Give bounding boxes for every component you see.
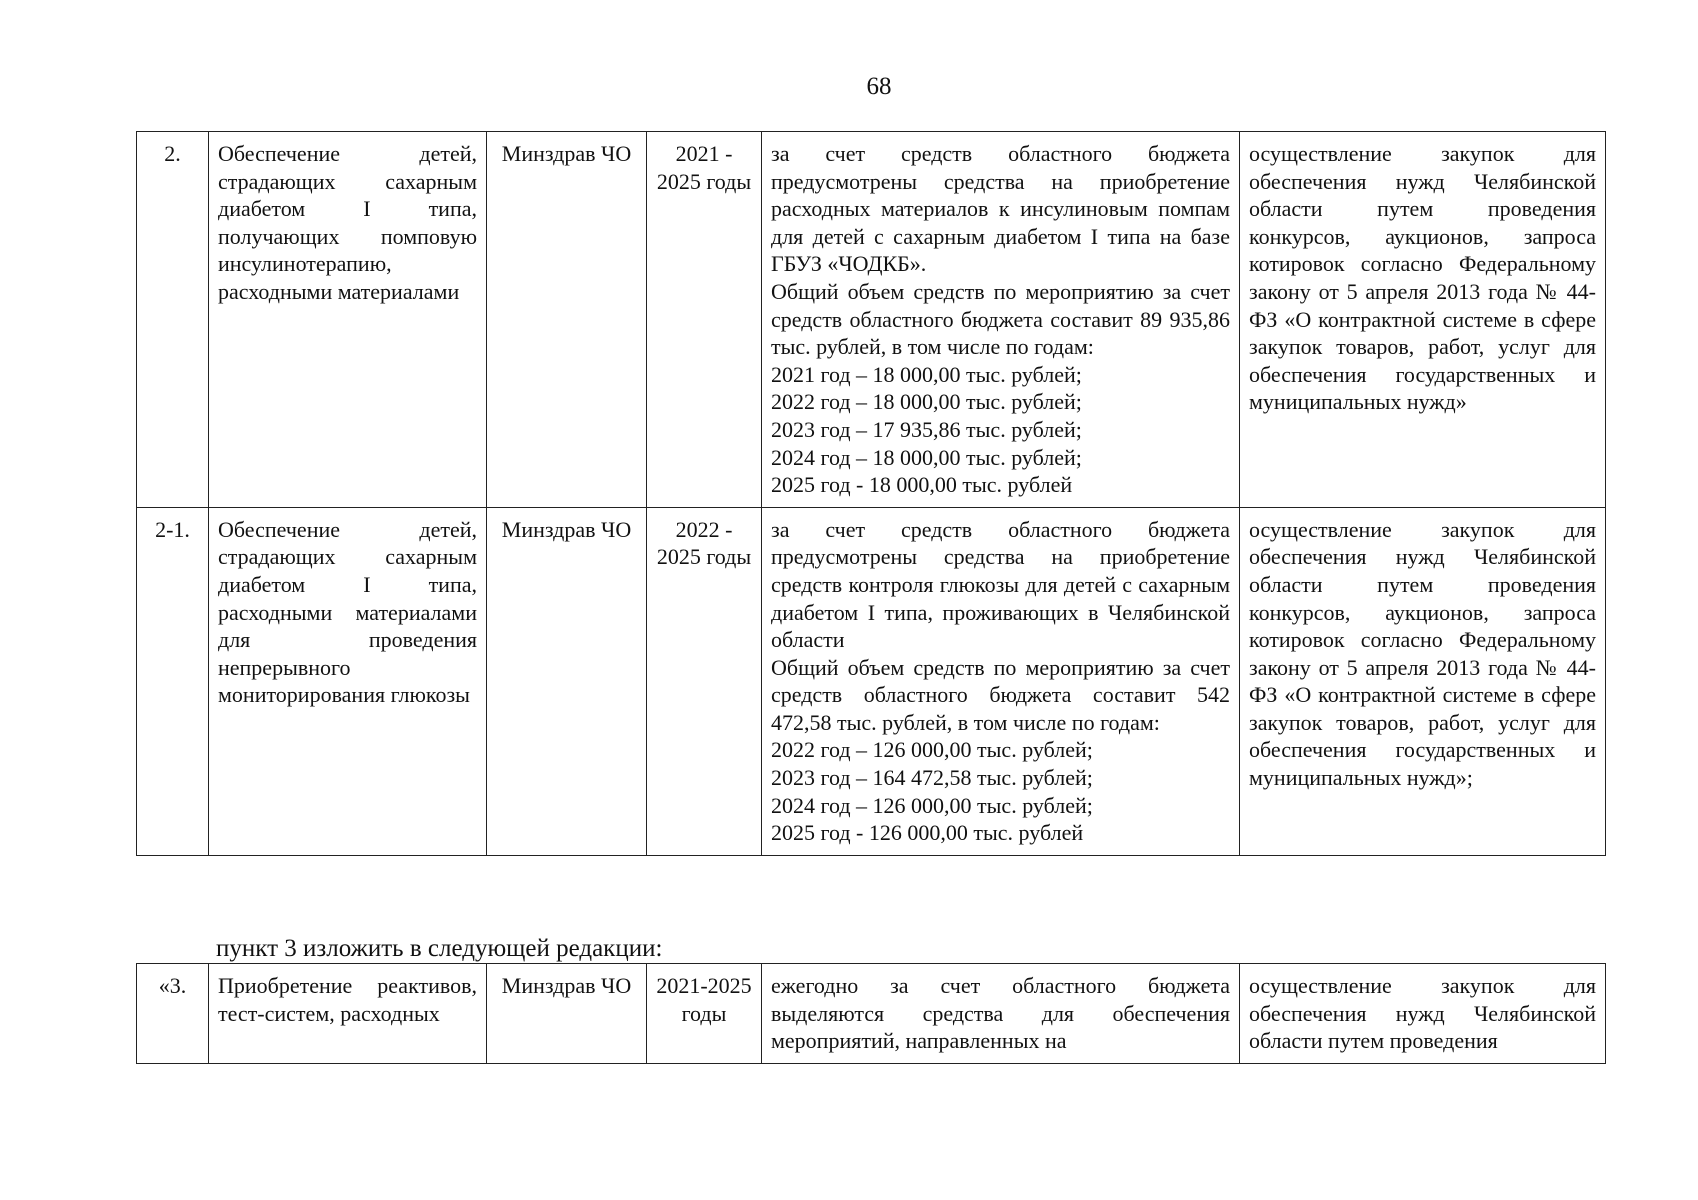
period-start: 2021-2025 [656, 973, 752, 998]
row-number: 2. [137, 132, 209, 508]
implementation-mechanism: осуществление закупок для обеспечения нужд Челябинской области путем проведения [1240, 964, 1606, 1064]
funding-total: Общий объем средств по мероприятию за счет средств областного бюджета составит 89 935,86 тыс. рублей, в том числе по годам: [771, 278, 1230, 360]
period-start: 2022 - [675, 516, 733, 542]
period-end: 2025 годы [656, 544, 752, 570]
year-amount: 2024 год – 18 000,00 тыс. рублей; [771, 444, 1082, 470]
measure-name: Приобретение реактивов, тест-систем, расходных [209, 964, 487, 1064]
measures-table-continued [136, 963, 1606, 1064]
table-row [137, 507, 1606, 855]
year-amount: 2024 год – 126 000,00 тыс. рублей; [771, 792, 1093, 818]
row-number: «3. [137, 964, 209, 1064]
funding-description: ежегодно за счет областного бюджета выделяются средства для обеспечения мероприятий, направленных на [762, 964, 1240, 1064]
implementation-mechanism: осуществление закупок для обеспечения нужд Челябинской области путем проведения конкурсов, аукционов, запроса котировок согласно Федеральному закону от 5 апреля 2013 года № 44-ФЗ «О контрактной системе в сфере закупок товаров, работ, услуг для обеспечения государственных и муниципальных нужд» [1240, 132, 1606, 508]
period [647, 132, 762, 508]
description-cell [762, 132, 1240, 508]
measure-name: Обеспечение детей, страдающих сахарным диабетом I типа, получающих помповую инсулинотерапию, расходными материалами [209, 132, 487, 508]
measure-name: Обеспечение детей, страдающих сахарным диабетом I типа, расходными материалами для проведения непрерывного мониторирования глюкозы [209, 507, 487, 855]
year-amount: 2023 год – 17 935,86 тыс. рублей; [771, 416, 1082, 442]
funding-description: за счет средств областного бюджета предусмотрены средства на приобретение средств контроля глюкозы для детей с сахарным диабетом I типа, проживающих в Челябинской области [771, 516, 1230, 653]
year-amount: 2022 год – 126 000,00 тыс. рублей; [771, 737, 1093, 763]
funding-total: Общий объем средств по мероприятию за счет средств областного бюджета составит 542 472,58 тыс. рублей, в том числе по годам: [771, 654, 1230, 735]
year-amount: 2025 год - 18 000,00 тыс. рублей [771, 472, 1073, 498]
implementation-mechanism: осуществление закупок для обеспечения нужд Челябинской области путем проведения конкурсов, аукционов, запроса котировок согласно Федеральному закону от 5 апреля 2013 года № 44-ФЗ «О контрактной системе в сфере закупок товаров, работ, услуг для обеспечения государственных и муниципальных нужд»; [1240, 507, 1606, 855]
year-amount: 2025 год - 126 000,00 тыс. рублей [771, 820, 1084, 846]
row-number: 2-1. [137, 507, 209, 855]
executor: Минздрав ЧО [487, 964, 647, 1064]
amendment-instruction: пункт 3 изложить в следующей редакции: [216, 935, 663, 962]
executor: Минздрав ЧО [487, 507, 647, 855]
year-amount: 2023 год – 164 472,58 тыс. рублей; [771, 765, 1093, 791]
page-number: 68 [866, 73, 892, 100]
year-amount: 2021 год – 18 000,00 тыс. рублей; [771, 361, 1082, 387]
period-end: 2025 годы [656, 168, 752, 194]
table-row [137, 964, 1606, 1064]
period-start: 2021 - [675, 141, 733, 166]
period-end: годы [681, 1000, 727, 1026]
period [647, 507, 762, 855]
executor: Минздрав ЧО [487, 132, 647, 508]
period [647, 964, 762, 1064]
table-row [137, 132, 1606, 508]
measures-table [136, 131, 1606, 856]
funding-description: за счет средств областного бюджета предусмотрены средства на приобретение расходных материалов к инсулиновым помпам для детей с сахарным диабетом I типа на базе ГБУЗ «ЧОДКБ». [771, 141, 1230, 277]
year-amount: 2022 год – 18 000,00 тыс. рублей; [771, 389, 1082, 415]
description-cell [762, 507, 1240, 855]
